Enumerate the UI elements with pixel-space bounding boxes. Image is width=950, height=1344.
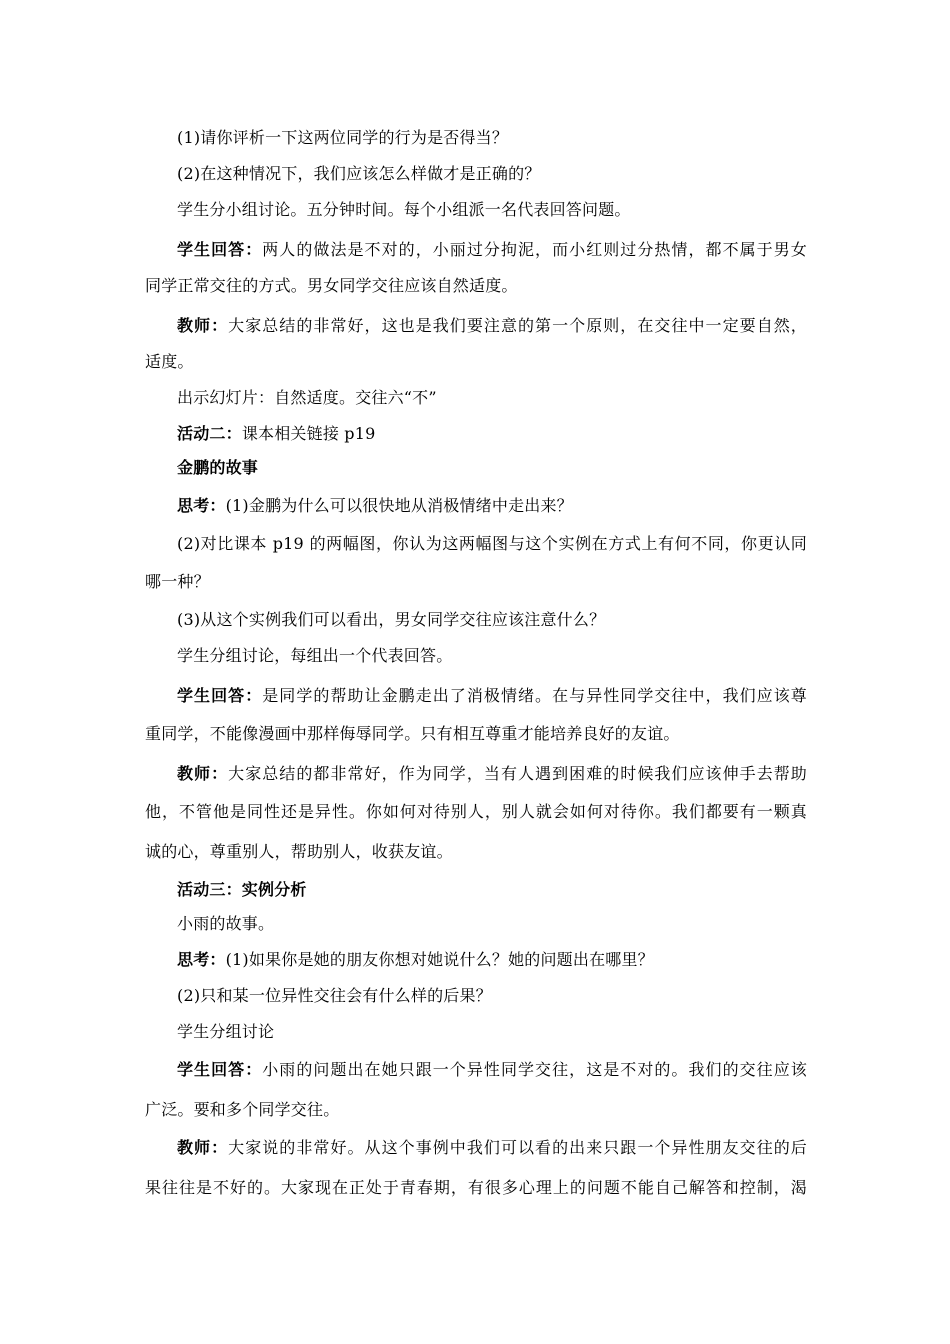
activity-3-heading: 活动三：实例分析 [177, 880, 307, 899]
student-answer-1: 学生回答：两人的做法是不对的，小丽过分拘泥，而小红则过分热情，都不属于男女 [177, 240, 807, 259]
speaker-label: 学生回答： [177, 1060, 263, 1079]
think-question-2-cont: 哪一种？ [145, 572, 210, 591]
think-question-xiaoyu-2: (2)只和某一位异性交往会有什么样的后果？ [177, 986, 492, 1005]
speaker-label: 教师： [177, 316, 229, 335]
think-label: 思考： [177, 950, 226, 969]
student-answer-2: 学生回答：是同学的帮助让金鹏走出了消极情绪。在与异性同学交往中，我们应该尊 [177, 686, 807, 705]
teacher-remark-3: 教师：大家说的非常好。从这个事例中我们可以看的出来只跟一个异性朋友交往的后 [177, 1138, 807, 1157]
think-question-2: (2)对比课本 p19 的两幅图，你认为这两幅图与这个实例在方式上有何不同，你更认同 [177, 534, 807, 553]
teacher-remark-2-end: 诚的心，尊重别人，帮助别人，收获友谊。 [145, 842, 453, 861]
think-question-xiaoyu-1: 思考：(1)如果你是她的朋友你想对她说什么？她的问题出在哪里？ [177, 950, 654, 969]
question-2: (2)在这种情况下，我们应该怎么样做才是正确的？ [177, 164, 541, 183]
discussion-instruction: 学生分小组讨论。五分钟时间。每个小组派一名代表回答问题。 [177, 200, 631, 219]
student-answer-3: 学生回答：小雨的问题出在她只跟一个异性同学交往，这是不对的。我们的交往应该 [177, 1060, 807, 1079]
question-1: (1)请你评析一下这两位同学的行为是否得当？ [177, 128, 509, 147]
teacher-remark-1-cont: 适度。 [145, 352, 194, 371]
speaker-label: 教师： [177, 764, 229, 783]
speaker-label: 学生回答： [177, 240, 263, 259]
think-question-3: (3)从这个实例我们可以看出，男女同学交往应该注意什么？ [177, 610, 606, 629]
teacher-remark-2-cont: 他，不管他是同性还是异性。你如何对待别人，别人就会如何对待你。我们都要有一颗真 [145, 802, 807, 821]
discussion-instruction-2: 学生分组讨论，每组出一个代表回答。 [177, 646, 453, 665]
activity-label: 活动二： [177, 424, 242, 443]
speaker-label: 教师： [177, 1138, 229, 1157]
teacher-remark-2: 教师：大家总结的都非常好，作为同学，当有人遇到困难的时候我们应该伸手去帮助 [177, 764, 807, 783]
activity-2-heading: 活动二：课本相关链接 p19 [177, 424, 376, 443]
speaker-label: 学生回答： [177, 686, 263, 705]
student-answer-2-cont: 重同学，不能像漫画中那样侮辱同学。只有相互尊重才能培养良好的友谊。 [145, 724, 680, 743]
think-question-1: 思考：(1)金鹏为什么可以很快地从消极情绪中走出来？ [177, 496, 573, 515]
slide-note: 出示幻灯片：自然适度。交往六“不” [177, 388, 437, 407]
think-label: 思考： [177, 496, 226, 515]
teacher-remark-3-cont: 果往往是不好的。大家现在正处于青春期，有很多心理上的问题不能自己解答和控制，渴 [145, 1178, 807, 1197]
student-answer-3-cont: 广泛。要和多个同学交往。 [145, 1100, 340, 1119]
story-title-xiaoyu: 小雨的故事。 [177, 914, 275, 933]
discussion-instruction-3: 学生分组讨论 [177, 1022, 275, 1041]
teacher-remark-1: 教师：大家总结的非常好，这也是我们要注意的第一个原则，在交往中一定要自然， [177, 316, 807, 335]
student-answer-1-cont: 同学正常交往的方式。男女同学交往应该自然适度。 [145, 276, 518, 295]
story-title-jinpeng: 金鹏的故事 [177, 458, 259, 477]
